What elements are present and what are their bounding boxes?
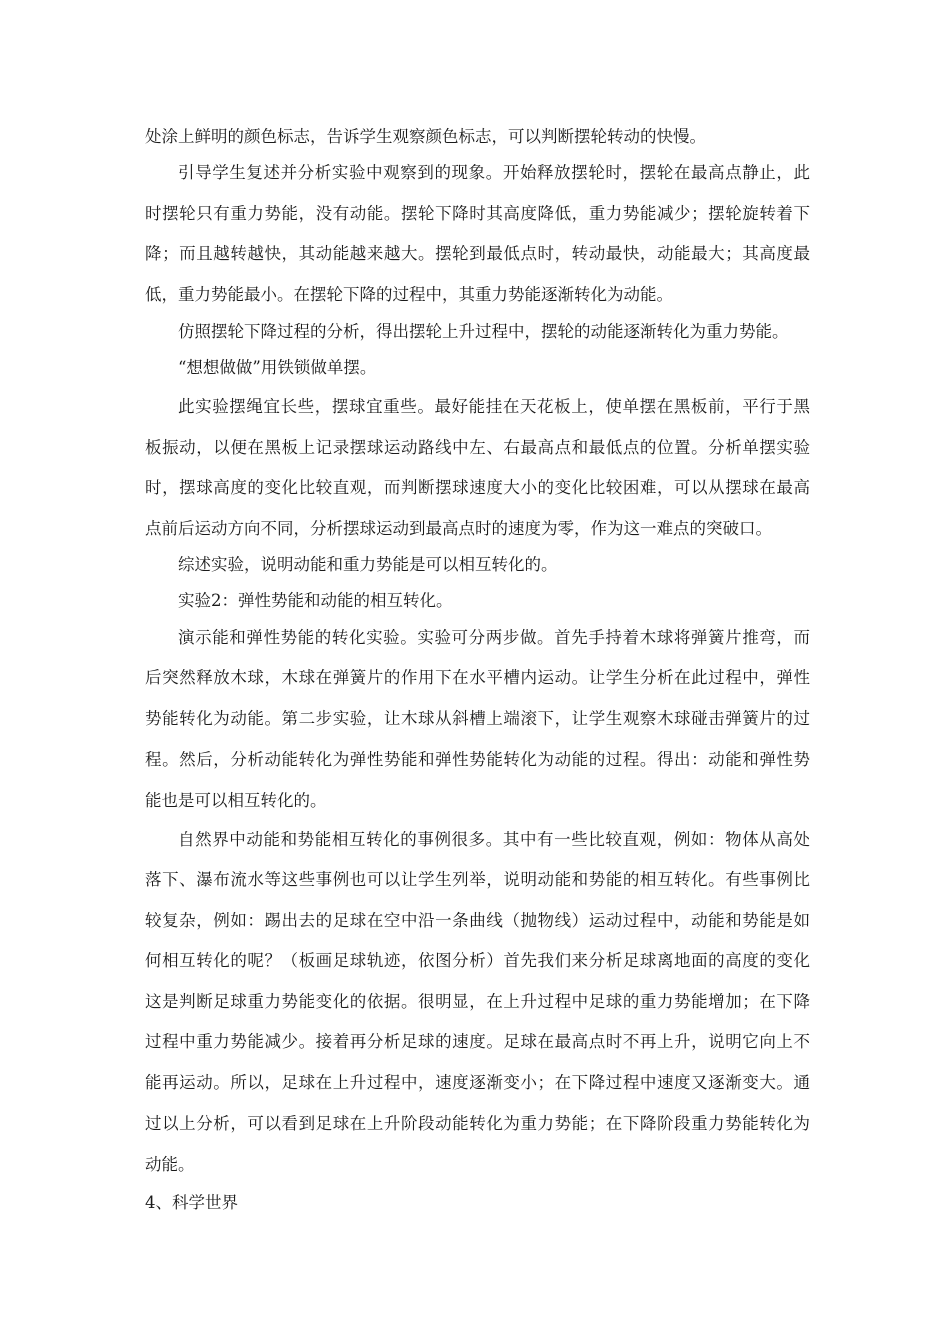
text-line: 较复杂，例如：踢出去的足球在空中沿一条曲线（抛物线）运动过程中，动能和势能是如 xyxy=(145,911,810,930)
paragraph-line: 实验2：弹性势能和动能的相互转化。 xyxy=(178,591,453,610)
text-line: 程。然后，分析动能转化为弹性势能和弹性势能转化为动能的过程。得出：动能和弹性势 xyxy=(145,750,810,769)
paragraph-line: 综述实验，说明动能和重力势能是可以相互转化的。 xyxy=(178,555,558,574)
text-line: 过程中重力势能减少。接着再分析足球的速度。足球在最高点时不再上升，说明它向上不 xyxy=(145,1032,810,1051)
paragraph-line: 仿照摆轮下降过程的分析，得出摆轮上升过程中，摆轮的动能逐渐转化为重力势能。 xyxy=(178,322,789,341)
paragraph-line: “想想做做”用铁锁做单摆。 xyxy=(178,358,377,377)
text-line: 降；而且越转越快，其动能越来越大。摆轮到最低点时，转动最快，动能最大；其高度最 xyxy=(145,244,810,263)
paragraph-line: 引导学生复述并分析实验中观察到的现象。开始释放摆轮时，摆轮在最高点静止，此 xyxy=(178,163,810,182)
paragraph-line: 演示能和弹性势能的转化实验。实验可分两步做。首先手持着木球将弹簧片推弯，而 xyxy=(178,628,810,647)
text-line: 何相互转化的呢？（板画足球轨迹，依图分析）首先我们来分析足球离地面的高度的变化 xyxy=(145,951,810,970)
text-line: 过以上分析，可以看到足球在上升阶段动能转化为重力势能；在下降阶段重力势能转化为 xyxy=(145,1114,810,1133)
text-line: 低，重力势能最小。在摆轮下降的过程中，其重力势能逐渐转化为动能。 xyxy=(145,285,673,304)
text-line: 点前后运动方向不同，分析摆球运动到最高点时的速度为零，作为这一难点的突破口。 xyxy=(145,519,772,538)
text-line: 时，摆球高度的变化比较直观，而判断摆球速度大小的变化比较困难，可以从摆球在最高 xyxy=(145,478,810,497)
text-line: 处涂上鲜明的颜色标志，告诉学生观察颜色标志，可以判断摆轮转动的快慢。 xyxy=(145,127,706,146)
text-line: 动能。 xyxy=(145,1155,195,1174)
text-line: 能再运动。所以，足球在上升过程中，速度逐渐变小；在下降过程中速度又逐渐变大。通 xyxy=(145,1073,810,1092)
text-line: 落下、瀑布流水等这些事例也可以让学生列举，说明动能和势能的相互转化。有些事例比 xyxy=(145,870,810,889)
text-line: 后突然释放木球，木球在弹簧片的作用下在水平槽内运动。让学生分析在此过程中，弹性 xyxy=(145,668,810,687)
paragraph-line: 此实验摆绳宜长些，摆球宜重些。最好能挂在天花板上，使单摆在黑板前，平行于黑 xyxy=(178,397,810,416)
text-line: 势能转化为动能。第二步实验，让木球从斜槽上端滚下，让学生观察木球碰击弹簧片的过 xyxy=(145,709,810,728)
paragraph-line: 自然界中动能和势能相互转化的事例很多。其中有一些比较直观，例如：物体从高处 xyxy=(178,830,810,849)
text-line: 这是判断足球重力势能变化的依据。很明显，在上升过程中足球的重力势能增加；在下降 xyxy=(145,992,810,1011)
section-heading: 4、科学世界 xyxy=(145,1193,238,1212)
text-line: 板振动，以便在黑板上记录摆球运动路线中左、右最高点和最低点的位置。分析单摆实验 xyxy=(145,438,810,457)
text-line: 时摆轮只有重力势能，没有动能。摆轮下降时其高度降低，重力势能减少；摆轮旋转着下 xyxy=(145,204,810,223)
text-line: 能也是可以相互转化的。 xyxy=(145,791,327,810)
